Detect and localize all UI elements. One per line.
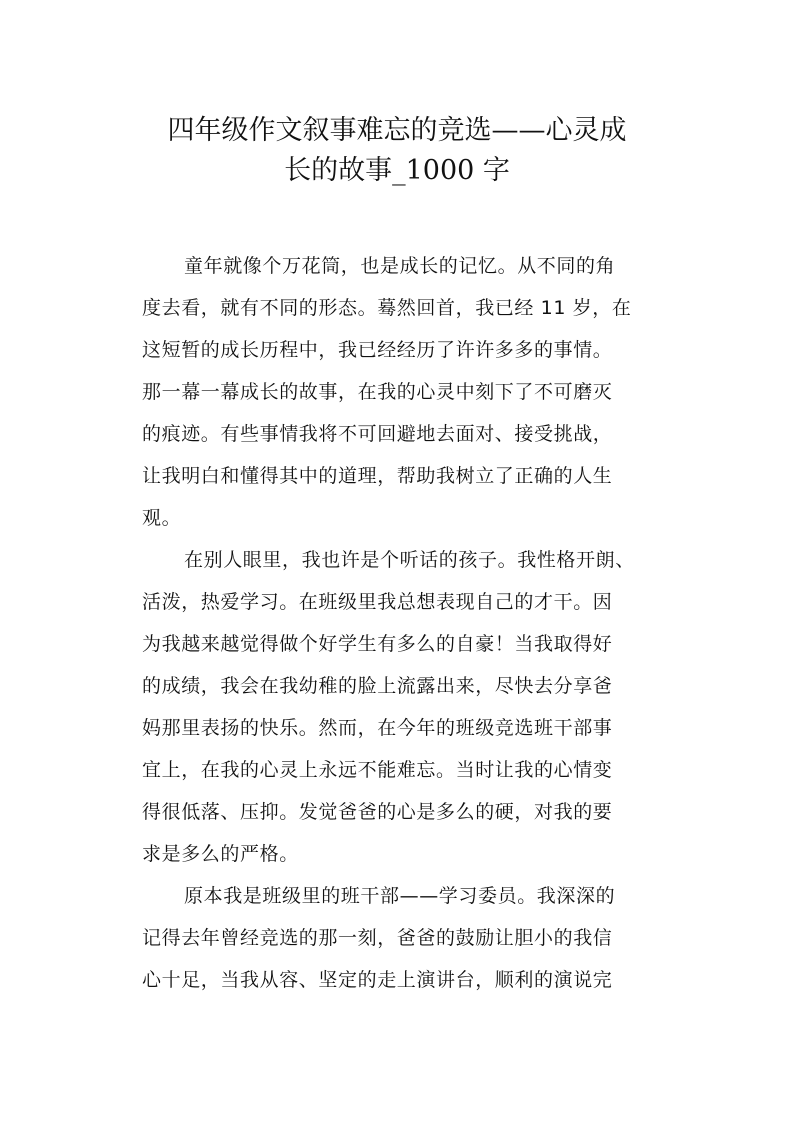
- paragraph-1-line-3: 这短暂的成长历程中，我已经经历了许许多多的事情。: [142, 339, 613, 361]
- paragraph-2-line-7: 得很低落、压抑。发觉爸爸的心是多么的硬，对我的要: [142, 801, 613, 823]
- paragraph-1-line-5: 的痕迹。有些事情我将不可回避地去面对、接受挑战，: [142, 423, 613, 445]
- paragraph-3-line-2: 记得去年曾经竞选的那一刻，爸爸的鼓励让胆小的我信: [142, 927, 613, 949]
- paragraph-2-line-5: 妈那里表扬的快乐。然而，在今年的班级竞选班干部事: [142, 717, 613, 739]
- document-title-line-1: 四年级作文叙事难忘的竞选——心灵成: [167, 115, 627, 146]
- paragraph-1-line-6: 让我明白和懂得其中的道理，帮助我树立了正确的人生: [142, 465, 613, 487]
- paragraph-2-line-2: 活泼，热爱学习。在班级里我总想表现自己的才干。因: [142, 591, 613, 613]
- paragraph-2-line-4: 的成绩，我会在我幼稚的脸上流露出来，尽快去分享爸: [142, 675, 613, 697]
- paragraph-2-line-3: 为我越来越觉得做个好学生有多么的自豪！当我取得好: [142, 633, 613, 655]
- paragraph-1-line-4: 那一幕一幕成长的故事，在我的心灵中刻下了不可磨灭: [142, 381, 613, 403]
- paragraph-1-line-7: 观。: [142, 507, 182, 529]
- document-title-line-2: 长的故事_1000 字: [284, 155, 510, 186]
- paragraph-1-line-1: 童年就像个万花筒，也是成长的记忆。从不同的角: [184, 255, 616, 277]
- paragraph-2-line-1: 在别人眼里，我也许是个听话的孩子。我性格开朗、: [184, 549, 635, 571]
- paragraph-2-line-8: 求是多么的严格。: [142, 843, 299, 865]
- paragraph-3-line-1: 原本我是班级里的班干部——学习委员。我深深的: [184, 885, 616, 907]
- paragraph-1-line-2: 度去看，就有不同的形态。蓦然回首，我已经 11 岁，在: [142, 297, 632, 319]
- paragraph-3-line-3: 心十足，当我从容、坚定的走上演讲台，顺利的演说完: [142, 969, 613, 991]
- paragraph-2-line-6: 宜上，在我的心灵上永远不能难忘。当时让我的心情变: [142, 759, 613, 781]
